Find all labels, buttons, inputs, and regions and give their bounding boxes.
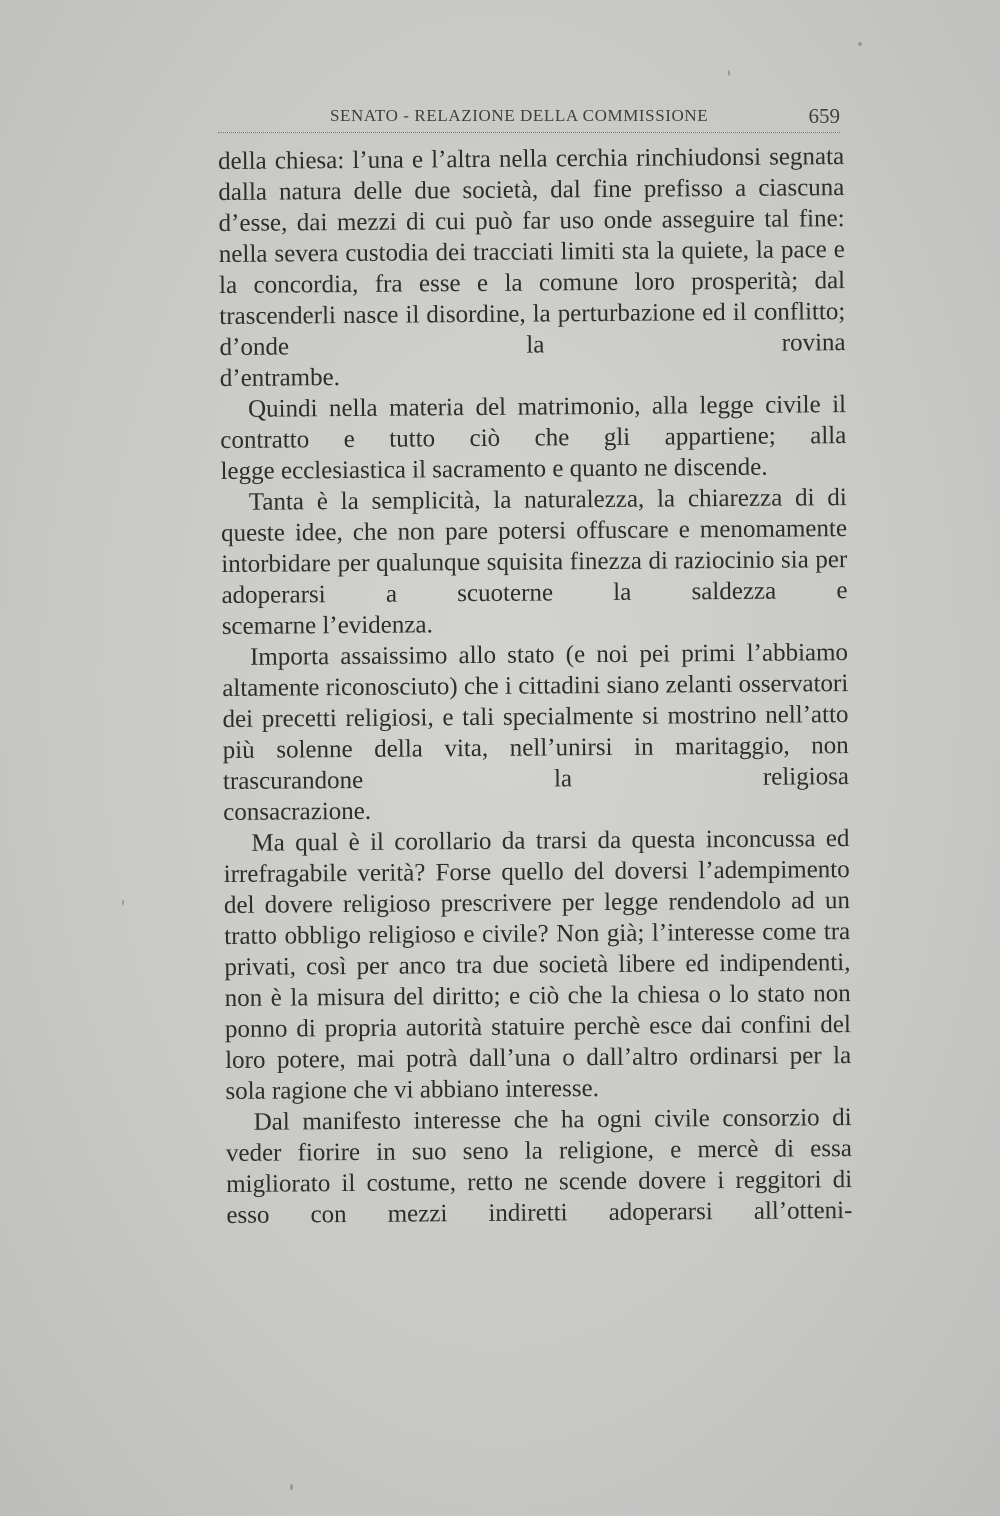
body-text <box>218 141 853 1231</box>
paragraph-text: Ma qual è il corollario da trarsi da questa inconcussa ed irrefragabile verità? Forse quello del doversi l’adempimento del dovere religioso prescrivere per legge rendendolo ad un tratto obbligo religioso e civile? Non già; l’interesse come tra privati, così per anco tra due società libere ed indipendenti, non è la misura del diritto; e ciò che la chiesa o lo stato non ponno di propria autorità statuire perchè esce dai confini del loro potere, mai potrà dall’una o dall’altro ordinarsi per la <box>223 825 852 1074</box>
paragraph-text: Importa assaissimo allo stato (e noi pei primi l’abbiamo altamente riconosciuto) che i cittadini siano zelanti osservatori dei precetti religiosi, e tali specialmente si mostrino nell’atto più solenne della vita, nell’unirsi in maritaggio, non trascurandone la religiosa <box>222 639 850 795</box>
scan-speck <box>728 70 730 76</box>
paragraph-last-line: sola ragione che vi abbiano interesse. <box>225 1075 600 1105</box>
running-header <box>218 104 840 134</box>
scan-speck <box>122 900 124 905</box>
running-header-title: SENATO - RELAZIONE DELLA COMMISSIONE <box>330 106 709 125</box>
header-rule <box>218 132 840 133</box>
paragraph <box>221 482 848 642</box>
scan-speck <box>858 42 862 46</box>
paragraph <box>222 637 849 828</box>
paragraph-text: Dal manifesto interesse che ha ogni civile consorzio di veder fiorire in suo seno la religione, e mercè di essa migliorato il costume, retto ne scende dovere i reggitori di esso con mezzi indiretti adoperarsi all’otteni- <box>225 1104 853 1229</box>
paragraph-text: Quindi nella materia del matrimonio, alla legge civile il contratto e tutto ciò che gli appartiene; alla <box>220 391 847 454</box>
paragraph <box>220 389 847 487</box>
paragraph-text: della chiesa: l’una e l’altra nella cerchia rinchiudonsi segnata dalla natura delle due società, dal fine prefisso a ciascuna d’esse, dai mezzi di cui può far uso onde asseguire tal fine: nella severa custodia dei tracciati limiti sta la quiete, la pace e la concordia, fra esse e la comune loro prosperità; dal trascenderli nasce il disordine, la perturbazione ed il conflitto; d’onde la rovina <box>218 143 846 361</box>
paragraph-last-line: d’entrambe. <box>219 364 341 392</box>
page-number: 659 <box>808 104 840 128</box>
paragraph <box>218 141 846 394</box>
paragraph <box>223 823 851 1107</box>
paragraph-text: Tanta è la semplicità, la naturalezza, la chiarezza di di queste idee, che non pare potersi offuscare e menomamente intorbidare per qualunque squisita finezza di raziocinio sia per adoperarsi a scuoterne la saldezza e <box>220 484 848 609</box>
paragraph-last-line: consacrazione. <box>223 797 372 826</box>
paragraph-last-line: scemarne l’evidenza. <box>221 611 433 640</box>
paragraph <box>226 1102 853 1231</box>
scan-speck <box>290 1484 293 1490</box>
paragraph-last-line: legge ecclesiastica il sacramento e quanto ne discende. <box>220 453 768 485</box>
